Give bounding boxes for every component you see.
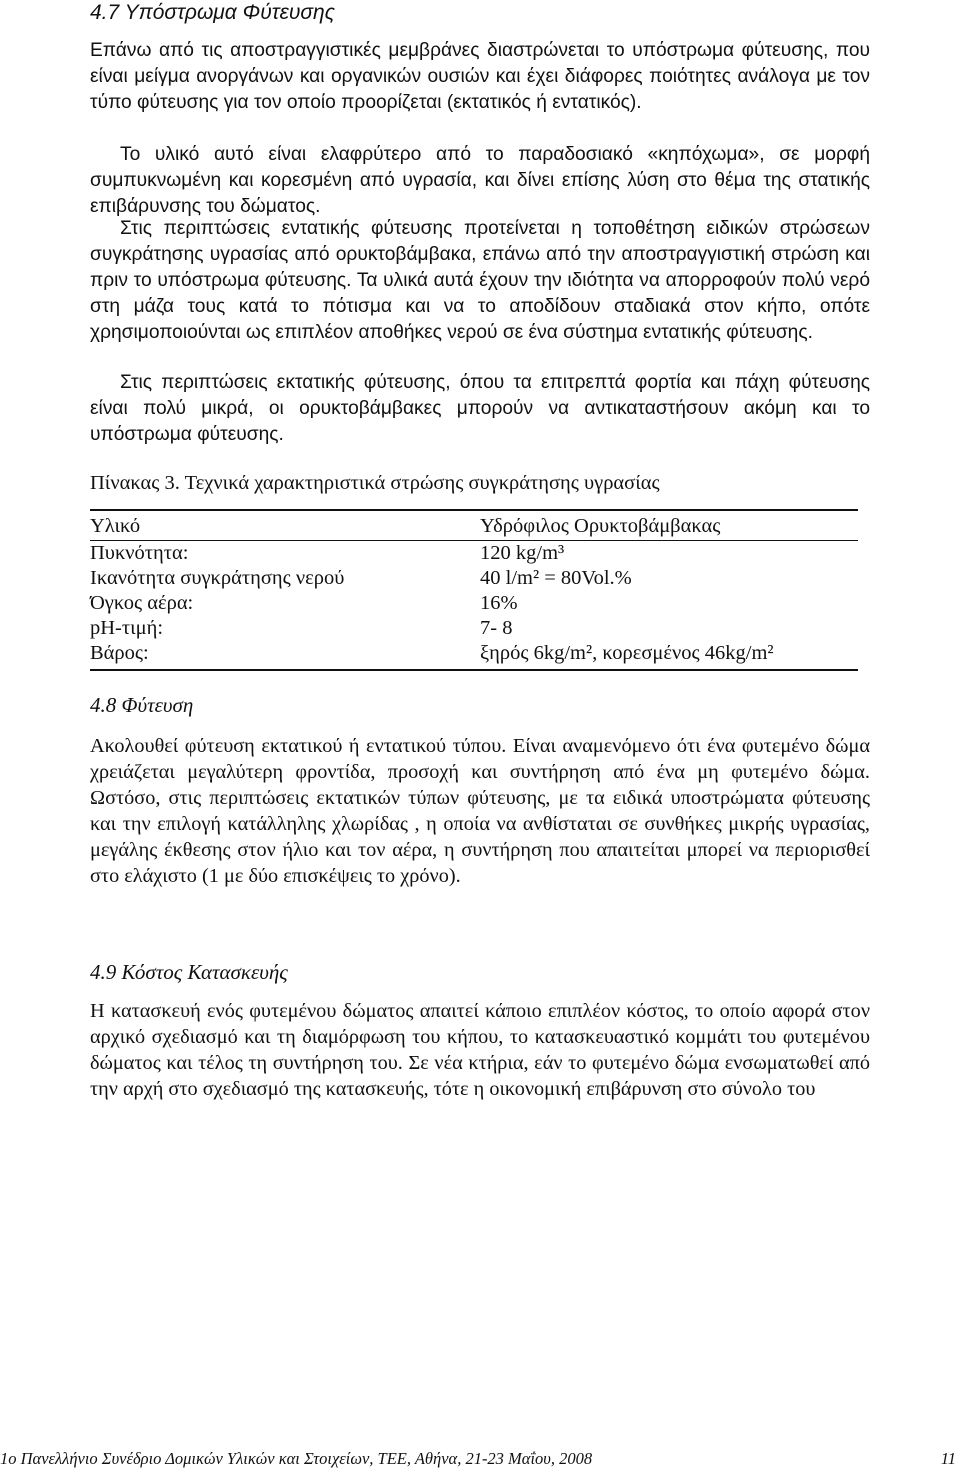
row-label: pH-τιμή: (90, 617, 164, 639)
section-4-8-paragraph-1: Ακολουθεί φύτευση εκτατικού ή εντατικού τύπου. Είναι αναμενόμενο ότι ένα φυτεμένο δώμα χρειάζεται μεγαλύτερη φροντίδα, προσοχή και συντήρηση από ένα μη φυτεμένο δώμα. Ωστόσο, στις περιπτώσεις εκτατικών τύπων φύτευσης, με τα ειδικά υποστρώματα φύτευσης και την επιλογή κατάλληλης χλωρίδας , η οποία να ανθίσταται σε συνθήκες μικρής υγρασίας, μεγάλης έκθεσης στον ήλιο και τον αέρα, η συντήρηση που απαιτείται μπορεί να περιορισθεί στο ελάχιστο (1 με δύο επισκέψεις το χρόνο). (90, 735, 870, 887)
table-row (90, 591, 858, 616)
section-4-8-heading: 4.8 Φύτευση (90, 693, 194, 717)
row-label: Βάρος: (90, 642, 149, 664)
section-4-7-paragraph-2: Το υλικό αυτό είναι ελαφρύτερο από το παραδοσιακό «κηπόχωμα», σε μορφή συμπυκνωμένη και κορεσμένη από υγρασία, και δίνει επίσης λύση στο θέμα της στατικής επιβάρυνσης του δώματος. (90, 144, 870, 217)
row-label: Ικανότητα συγκράτησης νερού (90, 567, 345, 589)
row-value: 16% (480, 592, 518, 614)
table-3-caption: Πίνακας 3. Τεχνικά χαρακτηριστικά στρώσης συγκράτησης υγρασίας (90, 472, 660, 494)
footer-conference-text: 1ο Πανελλήνιο Συνέδριο Δομικών Υλικών και Στοιχείων, ΤΕΕ, Αθήνα, 21-23 Μαΐου, 2008 (0, 1449, 593, 1468)
section-4-7-paragraph-1: Επάνω από τις αποστραγγιστικές μεμβράνες διαστρώνεται το υπόστρωμα φύτευσης, που είναι μείγμα ανοργάνων και οργανικών ουσιών και έχει διάφορες ποιότητες ανάλογα με τον τύπο φύτευσης για τον οποίο προορίζεται (εκτατικός ή εντατικός). (90, 40, 870, 113)
section-4-7-paragraph-3: Στις περιπτώσεις εντατικής φύτευσης προτείνεται η τοποθέτηση ειδικών στρώσεων συγκράτησης υγρασίας από ορυκτοβάμβακα, επάνω από την αποστραγγιστική στρώση και πριν το υπόστρωμα φύτευσης. Τα υλικά αυτά έχουν την ιδιότητα να απορροφούν πολύ νερό στη μάζα τους κατά το πότισμα και να το αποδίδουν σταδιακά στον κήπο, οπότε χρησιμοποιούνται ως επιπλέον αποθήκες νερού σε ένα σύστημα εντατικής φύτευσης. (90, 218, 870, 343)
row-label: Υλικό (90, 515, 141, 537)
table-row (90, 513, 858, 541)
table-row (90, 641, 858, 666)
section-4-9-paragraph-1: Η κατασκευή ενός φυτεμένου δώματος απαιτεί κάποιο επιπλέον κόστος, το οποίο αφορά στον αρχικό σχεδιασμό και τη διαμόρφωση του κήπου, το κατασκευαστικό κομμάτι του φυτεμένου δώματος και τέλος τη συντήρηση του. Σε νέα κτήρια, εάν το φυτεμένο δώμα ενσωματωθεί από την αρχή στο σχεδιασμό της κατασκευής, τότε η οικονομική επιβάρυνση στο σύνολο του (90, 1000, 870, 1100)
table-row (90, 541, 858, 566)
row-value: ξηρός 6kg/m², κορεσμένος 46kg/m² (480, 642, 774, 664)
row-label: Όγκος αέρα: (90, 592, 194, 614)
row-value: 120 kg/m³ (480, 542, 565, 564)
row-value: 7- 8 (480, 617, 513, 639)
section-4-7-paragraph-4: Στις περιπτώσεις εκτατικής φύτευσης, όπου τα επιτρεπτά φορτία και πάχη φύτευσης είναι πολύ μικρά, οι ορυκτοβάμβακες μπορούν να αντικαταστήσουν ακόμη και το υπόστρωμα φύτευσης. (90, 372, 870, 445)
spec-table (90, 509, 858, 671)
row-value: 40 l/m² = 80Vol.% (480, 567, 632, 589)
row-label: Πυκνότητα: (90, 542, 189, 564)
page-number: 11 (940, 1449, 956, 1468)
page-footer (0, 1448, 960, 1470)
section-4-9-heading: 4.9 Κόστος Κατασκευής (90, 960, 288, 984)
row-value: Υδρόφιλος Ορυκτοβάμβακας (480, 515, 721, 537)
table-row (90, 566, 858, 591)
section-4-7-heading: 4.7 Υπόστρωμα Φύτευσης (90, 1, 335, 24)
table-row (90, 616, 858, 641)
